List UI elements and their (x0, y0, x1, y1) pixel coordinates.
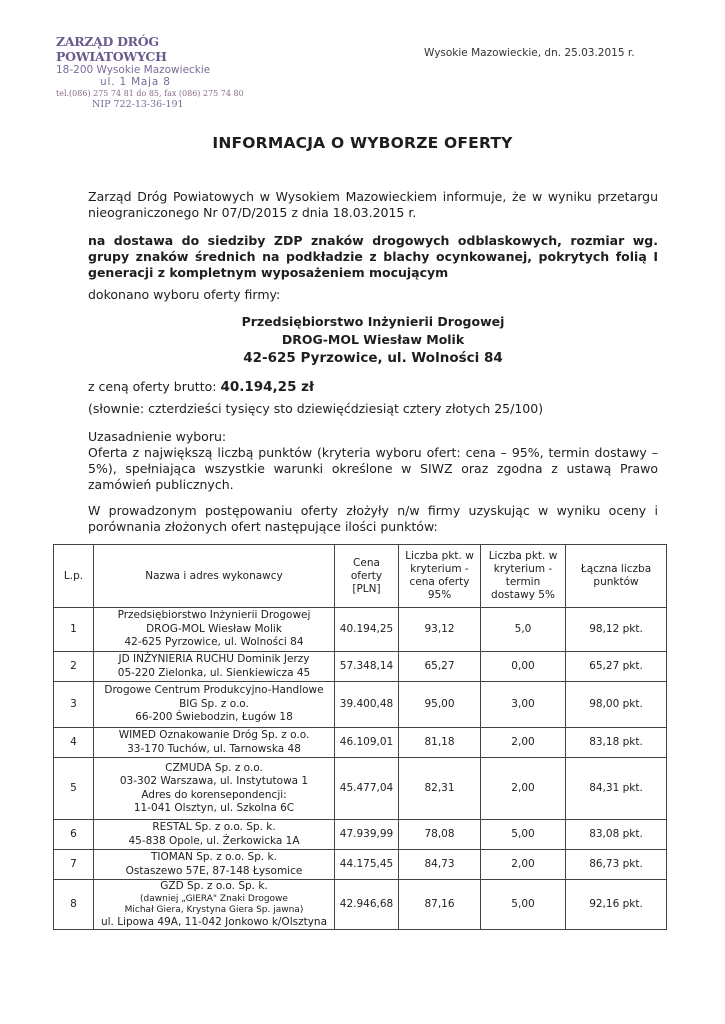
intro-paragraph: Zarząd Dróg Powiatowych w Wysokiem Mazowieckiem informuje, że w wyniku przetargu nieograniczonego Nr 07/D/2015 z dnia 18.03.2015 r. (88, 189, 658, 220)
row-price: 46.109,01 (335, 728, 399, 758)
row-price: 47.939,99 (335, 820, 399, 850)
contractor-line: 03-302 Warszawa, ul. Instytutowa 1 (119, 775, 309, 787)
winner-line-3: 42-625 Pyrzowice, ul. Wolności 84 (243, 350, 503, 366)
row-lp: 3 (54, 682, 94, 728)
row-pts-term: 2,00 (481, 850, 566, 880)
results-table (53, 544, 667, 930)
row-pts-price: 93,12 (399, 608, 481, 652)
row-contractor (94, 682, 335, 728)
price-in-words: (słownie: czterdzieści tysięcy sto dziewięćdziesiąt cztery złotych 25/100) (88, 401, 544, 416)
header-price: Cena oferty [PLN] (335, 545, 399, 608)
winner-block (88, 313, 658, 367)
contractor-line: Drogowe Centrum Produkcyjno-Handlowe (104, 684, 324, 697)
table-body (54, 608, 667, 930)
table-row (54, 820, 667, 850)
contractor-line: GZD Sp. z o.o. Sp. k. (160, 880, 268, 892)
table-row (54, 728, 667, 758)
justification-label: Uzasadnienie wyboru: (88, 429, 227, 444)
row-lp: 6 (54, 820, 94, 850)
row-contractor (94, 728, 335, 758)
row-total: 98,12 pkt. (566, 608, 667, 652)
row-pts-term: 2,00 (481, 758, 566, 820)
row-total: 86,73 pkt. (566, 850, 667, 880)
contractor-line: WIMED Oznakowanie Dróg Sp. z o.o. (118, 729, 310, 741)
row-price: 39.400,48 (335, 682, 399, 728)
contractor-line: 05-220 Zielonka, ul. Sienkiewicza 45 (117, 666, 311, 679)
row-contractor (94, 608, 335, 652)
table-row (54, 682, 667, 728)
subject-paragraph: na dostawa do siedziby ZDP znaków drogowych odblaskowych, rozmiar wg. grupy znaków średnich na podkładzie z blachy ocynkowanej, pokrytych folią I generacji z kompletnym wyposażeniem mocującym (88, 233, 658, 280)
stamp-line-4: tel.(086) 275 74 81 do 85, fax (086) 275 74 80 (56, 89, 244, 98)
row-total: 83,08 pkt. (566, 820, 667, 850)
row-pts-term: 2,00 (481, 728, 566, 758)
row-lp: 8 (54, 880, 94, 930)
row-pts-price: 95,00 (399, 682, 481, 728)
contractor-line: Przedsiębiorstwo Inżynierii Drogowej (117, 609, 311, 622)
contractor-line: Michał Giera, Krystyna Giera Sp. jawna) (124, 904, 304, 915)
row-price: 42.946,68 (335, 880, 399, 930)
contractor-line: RESTAL Sp. z o.o. Sp. k. (152, 821, 276, 833)
row-contractor (94, 850, 335, 880)
table-row (54, 850, 667, 880)
row-contractor (94, 880, 335, 930)
row-pts-price: 87,16 (399, 880, 481, 930)
place-and-date: Wysokie Mazowieckie, dn. 25.03.2015 r. (424, 47, 635, 59)
stamp-line-2: 18-200 Wysokie Mazowieckie (56, 64, 211, 76)
contractor-line: BIG Sp. z o.o. (179, 697, 249, 710)
price-line (88, 379, 658, 395)
contractor-line: Ostaszewo 57E, 87-148 Łysomice (125, 864, 303, 877)
contractor-line: 11-041 Olsztyn, ul. Szkolna 6C (133, 802, 295, 814)
contractor-line: Adres do korensepondencji: (141, 788, 287, 801)
row-price: 44.175,45 (335, 850, 399, 880)
row-total: 98,00 pkt. (566, 682, 667, 728)
row-pts-term: 5,00 (481, 820, 566, 850)
contractor-line: 66-200 Świebodzin, Ługów 18 (135, 711, 293, 724)
contractor-line: 42-625 Pyrzowice, ul. Wolności 84 (124, 636, 304, 649)
row-pts-term: 5,0 (481, 608, 566, 652)
header-pts-price: Liczba pkt. w kryterium - cena oferty 95% (399, 545, 481, 608)
table-header-row (54, 545, 667, 608)
chosen-label: dokonano wyboru oferty firmy: (88, 287, 281, 302)
header-name: Nazwa i adres wykonawcy (94, 545, 335, 608)
contractor-line: DROG-MOL Wiesław Molik (146, 622, 282, 635)
table-intro: W prowadzonym postępowaniu oferty złożyły n/w firmy uzyskując w wyniku oceny i porównania złożonych ofert następujące ilości punktów: (88, 503, 658, 534)
table-row (54, 880, 667, 930)
row-price: 40.194,25 (335, 608, 399, 652)
row-pts-term: 3,00 (481, 682, 566, 728)
winner-line-1: Przedsiębiorstwo Inżynierii Drogowej (241, 314, 505, 329)
row-price: 57.348,14 (335, 652, 399, 682)
row-lp: 1 (54, 608, 94, 652)
contractor-line: 33-170 Tuchów, ul. Tarnowska 48 (127, 742, 301, 755)
row-pts-price: 84,73 (399, 850, 481, 880)
row-lp: 5 (54, 758, 94, 820)
row-pts-term: 0,00 (481, 652, 566, 682)
row-pts-price: 81,18 (399, 728, 481, 758)
row-total: 84,31 pkt. (566, 758, 667, 820)
stamp-line-3: ul. 1 Maja 8 (100, 76, 171, 88)
stamp-line-5: NIP 722-13-36-191 (92, 99, 184, 110)
contractor-line: ul. Lipowa 49A, 11-042 Jonkowo k/Olsztyna (100, 915, 328, 928)
row-total: 65,27 pkt. (566, 652, 667, 682)
price-value: 40.194,25 zł (220, 379, 315, 395)
row-total: 83,18 pkt. (566, 728, 667, 758)
row-pts-term: 5,00 (481, 880, 566, 930)
row-lp: 4 (54, 728, 94, 758)
header-total: Łączna liczba punktów (566, 545, 667, 608)
document-title: INFORMACJA O WYBORZE OFERTY (212, 134, 513, 152)
row-contractor (94, 652, 335, 682)
row-pts-price: 82,31 (399, 758, 481, 820)
contractor-line: CZMUDA Sp. z o.o. (165, 761, 263, 774)
contractor-line: JD INŻYNIERIA RUCHU Dominik Jerzy (118, 653, 310, 665)
justification-text: Oferta z największą liczbą punktów (kryteria wyboru ofert: cena – 95%, termin dostawy – 5%), spełniająca wszystkie warunki określone w SIWZ oraz zgodna z ustawą Prawo zamówień publicznych. (88, 445, 658, 492)
row-pts-price: 78,08 (399, 820, 481, 850)
header-pts-term: Liczba pkt. w kryterium - termin dostawy 5% (481, 545, 566, 608)
contractor-line: (dawniej „GIERA" Znaki Drogowe (140, 893, 288, 904)
row-lp: 2 (54, 652, 94, 682)
row-lp: 7 (54, 850, 94, 880)
stamp-line-1: ZARZĄD DRÓG POWIATOWYCH (56, 34, 167, 64)
contractor-line: 45-838 Opole, ul. Żerkowicka 1A (128, 834, 300, 847)
winner-line-2: DROG-MOL Wiesław Molik (281, 332, 465, 347)
table-row (54, 758, 667, 820)
office-stamp (56, 34, 266, 111)
row-pts-price: 65,27 (399, 652, 481, 682)
document-body (88, 189, 658, 535)
table-row (54, 652, 667, 682)
contractor-line: TIOMAN Sp. z o.o. Sp. k. (151, 851, 277, 863)
price-label: z ceną oferty brutto: (88, 379, 217, 394)
table-row (54, 608, 667, 652)
row-contractor (94, 820, 335, 850)
header-lp: L.p. (54, 545, 94, 608)
row-price: 45.477,04 (335, 758, 399, 820)
row-contractor (94, 758, 335, 820)
row-total: 92,16 pkt. (566, 880, 667, 930)
